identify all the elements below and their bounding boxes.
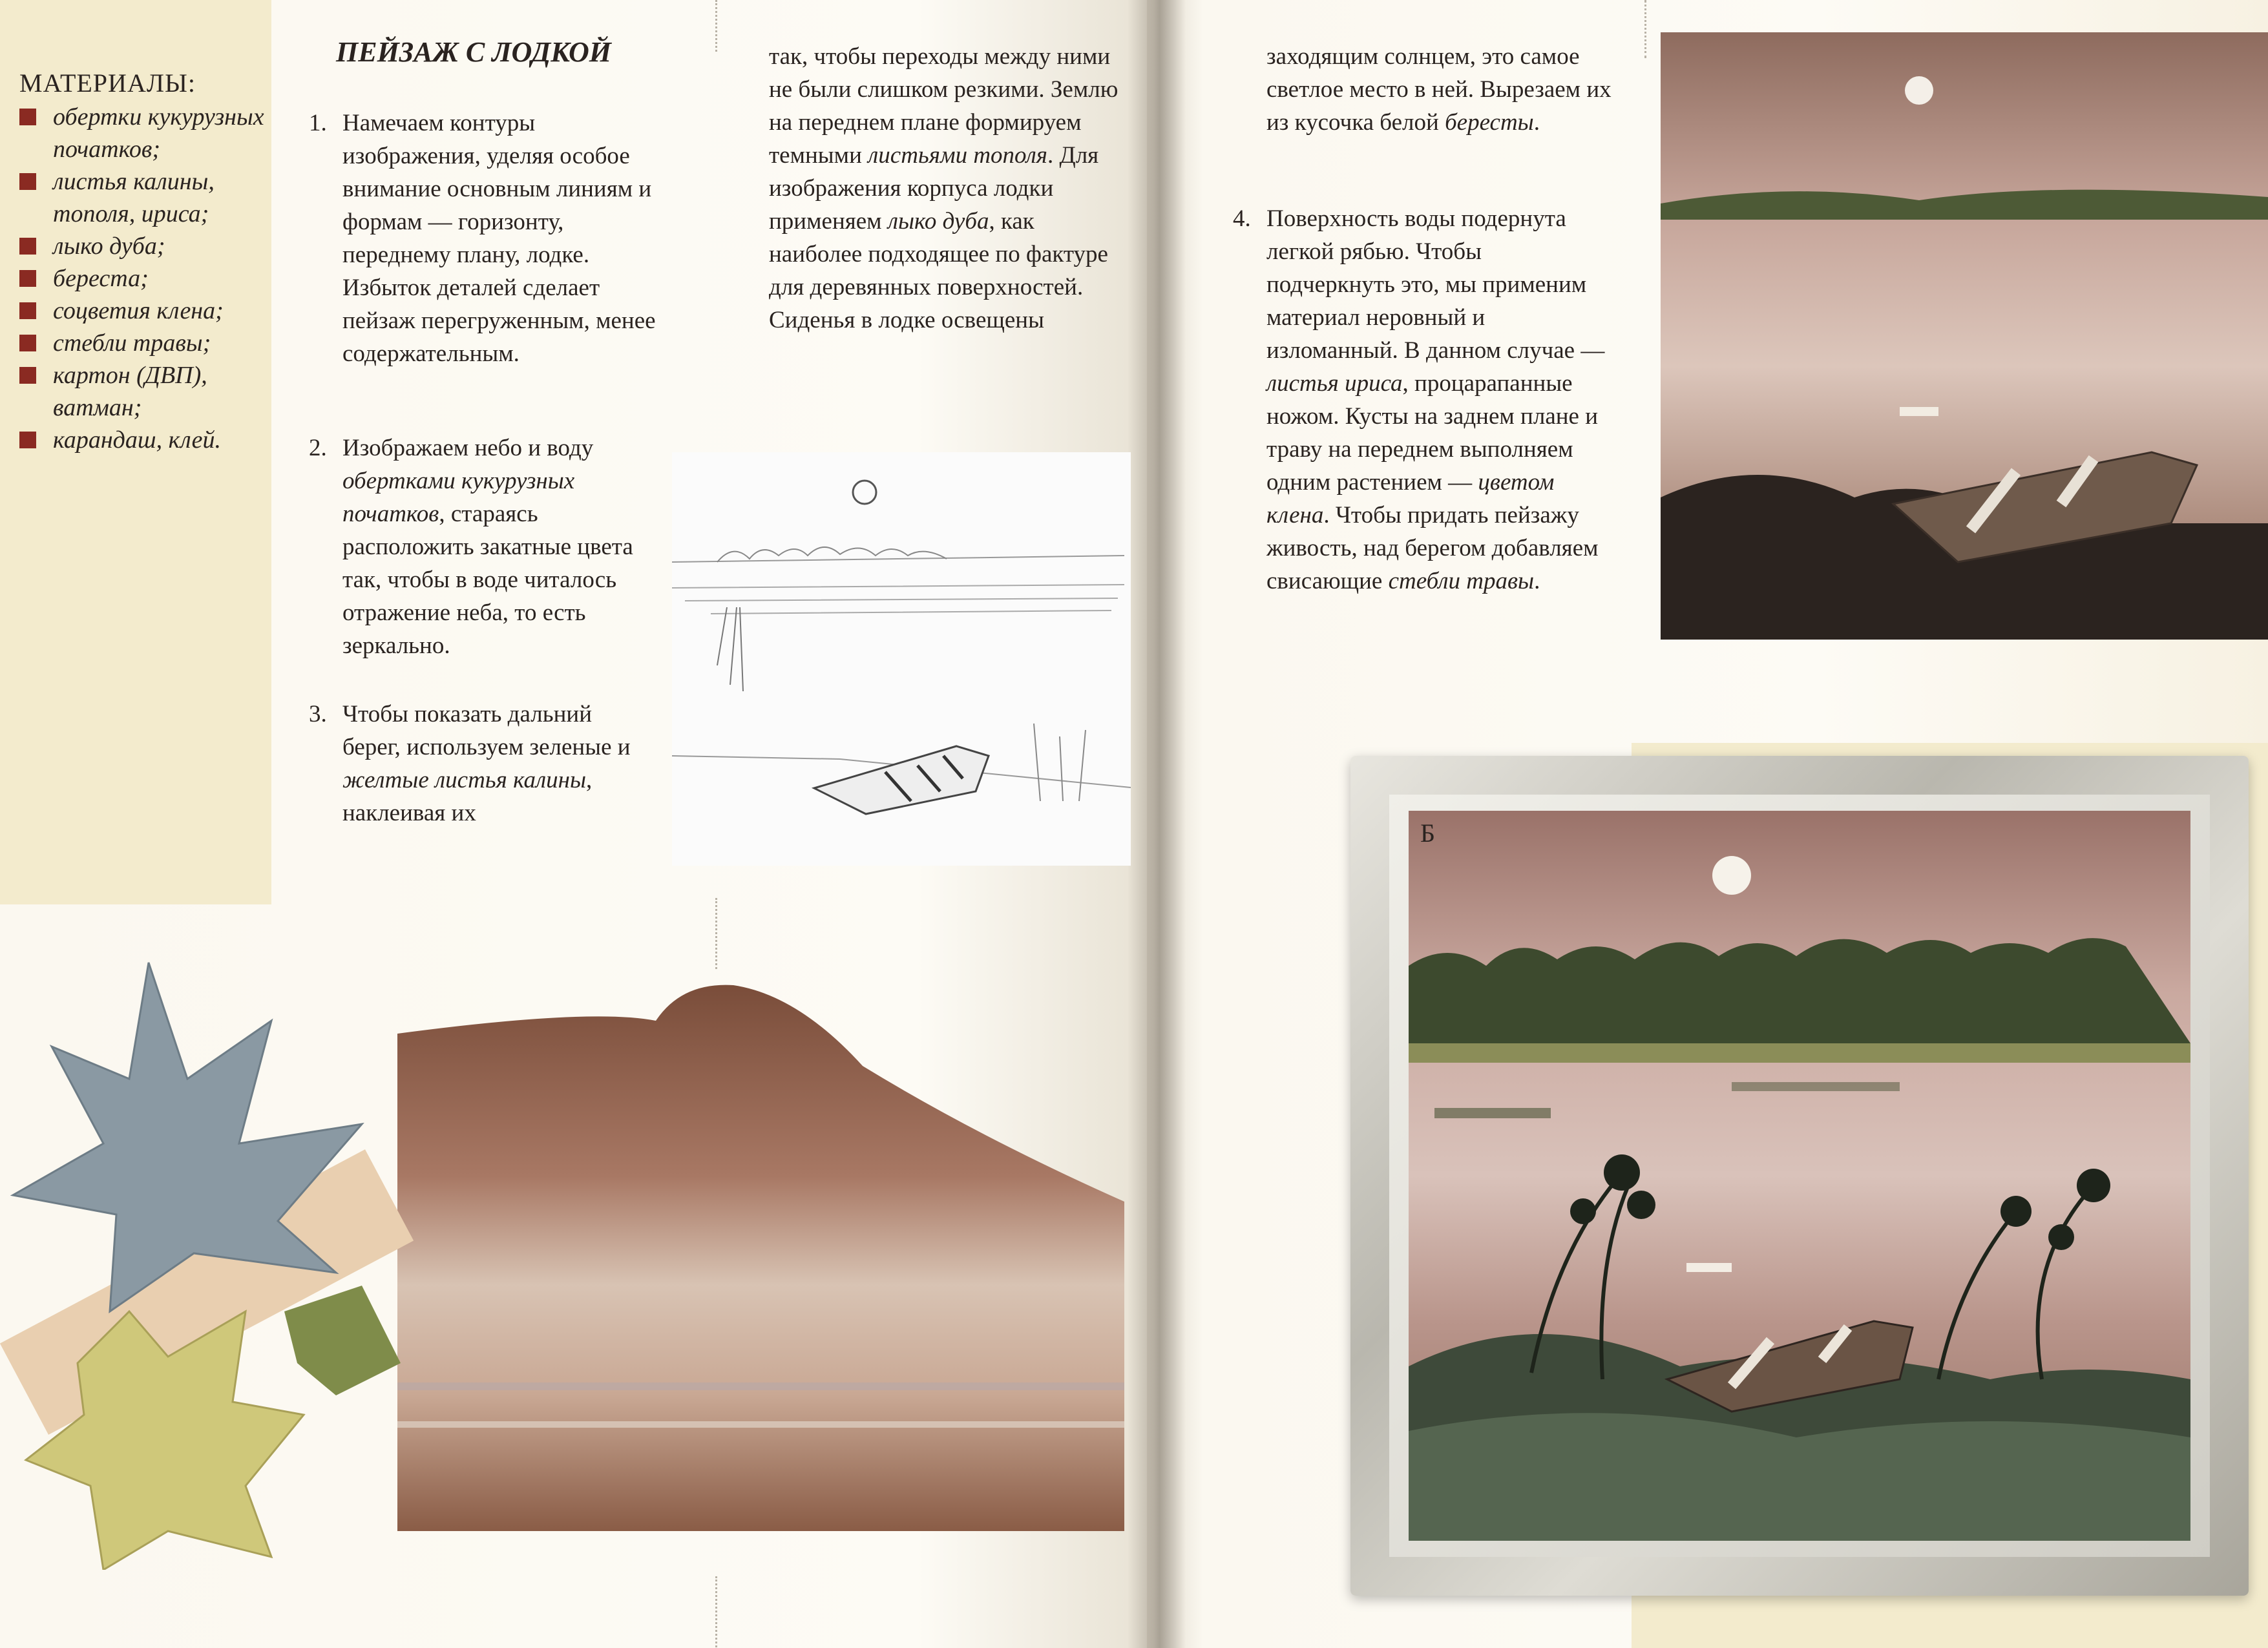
step-text: . [1534, 568, 1540, 594]
step-material: цветом клена [1266, 469, 1555, 528]
step-text: . Для изображения корпуса лодки применяем [769, 142, 1099, 235]
step-text: Намечаем контуры изображения, уделяя особое внимание основным линиям и формам — горизонту, переднему плану, лодке. Избыток деталей сделает пейзаж перегруженным, менее содержательным. [342, 110, 656, 367]
step-text: так, чтобы переходы между ними не были слишком резкими. Землю на переднем плане формируем темными [769, 43, 1118, 169]
material-item: листья калины, тополя, ириса; [19, 165, 265, 230]
materials-heading: МАТЕРИАЛЫ: [19, 68, 196, 98]
step-text: , процарапанные ножом. Кусты на заднем плане и траву на переднем выполняем одним растением — [1266, 370, 1599, 495]
step-text: , как наиболее подходящее по фактуре для деревянных поверхностей. Сиденья в лодке освещены [769, 208, 1108, 333]
materials-list [19, 68, 265, 456]
fold-mark [715, 0, 717, 52]
step-2 [309, 432, 666, 662]
step-material: обертками кукурузных початков [342, 468, 575, 527]
material-item: карандаш, клей. [19, 424, 265, 456]
material-item: лыко дуба; [19, 230, 265, 262]
book-spine [1128, 0, 1186, 1648]
step-material: бересты [1445, 109, 1534, 136]
material-item: соцветия клена; [19, 295, 265, 327]
framed-picture [1350, 756, 2249, 1596]
step-text: заходящим солнцем, это самое светлое место в ней. Вырезаем их из кусочка белой [1266, 43, 1612, 136]
step-material: стебли травы [1388, 568, 1535, 594]
step-material: лыко дуба [887, 208, 989, 235]
step-3 [309, 698, 646, 829]
step-text: Чтобы показать дальний берег, используем зеленые и [342, 701, 631, 760]
material-item: картон (ДВП), ватман; [19, 359, 265, 424]
fold-mark [715, 1576, 717, 1647]
step-3-continued [769, 40, 1131, 337]
step-3-end [1266, 40, 1615, 139]
fold-mark [715, 898, 717, 969]
step-number: 4. [1233, 205, 1251, 232]
step-number: 1. [309, 110, 327, 136]
step-text: , наклеивая их [342, 767, 593, 826]
step-text: , стараясь расположить закатные цвета так, чтобы в воде читалось отражение неба, то есть зеркально. [342, 501, 633, 659]
step-material: листья ириса [1266, 370, 1403, 397]
page-title: ПЕЙЗАЖ С ЛОДКОЙ [336, 36, 611, 68]
step-text: . [1533, 109, 1540, 136]
fold-mark [1644, 0, 1646, 58]
step-text: Поверхность воды подернута легкой рябью. Чтобы подчеркнуть это, мы применим материал неровный и изломанный. В данном случае — [1266, 205, 1605, 364]
collage-step-image [397, 969, 1124, 1531]
decorative-leaves-image [0, 950, 414, 1570]
material-item: стебли травы; [19, 327, 265, 359]
step-material: листьями тополя [868, 142, 1047, 169]
step-number: 3. [309, 701, 327, 727]
step-1 [309, 107, 672, 370]
step-text: Изображаем небо и воду [342, 435, 594, 461]
step-4 [1233, 202, 1615, 598]
material-item: береста; [19, 262, 265, 295]
step-text: . Чтобы придать пейзажу живость, над берегом добавляем свисающие [1266, 502, 1599, 594]
finished-landscape-image [1409, 811, 2190, 1541]
step-material: желтые листья калины [342, 767, 587, 793]
artist-signature: Б [1420, 819, 1435, 848]
pencil-sketch-image [672, 452, 1131, 866]
material-item: обертки кукурузных початков; [19, 101, 265, 165]
step-number: 2. [309, 435, 327, 461]
collage-progress-photo [1661, 32, 2268, 640]
